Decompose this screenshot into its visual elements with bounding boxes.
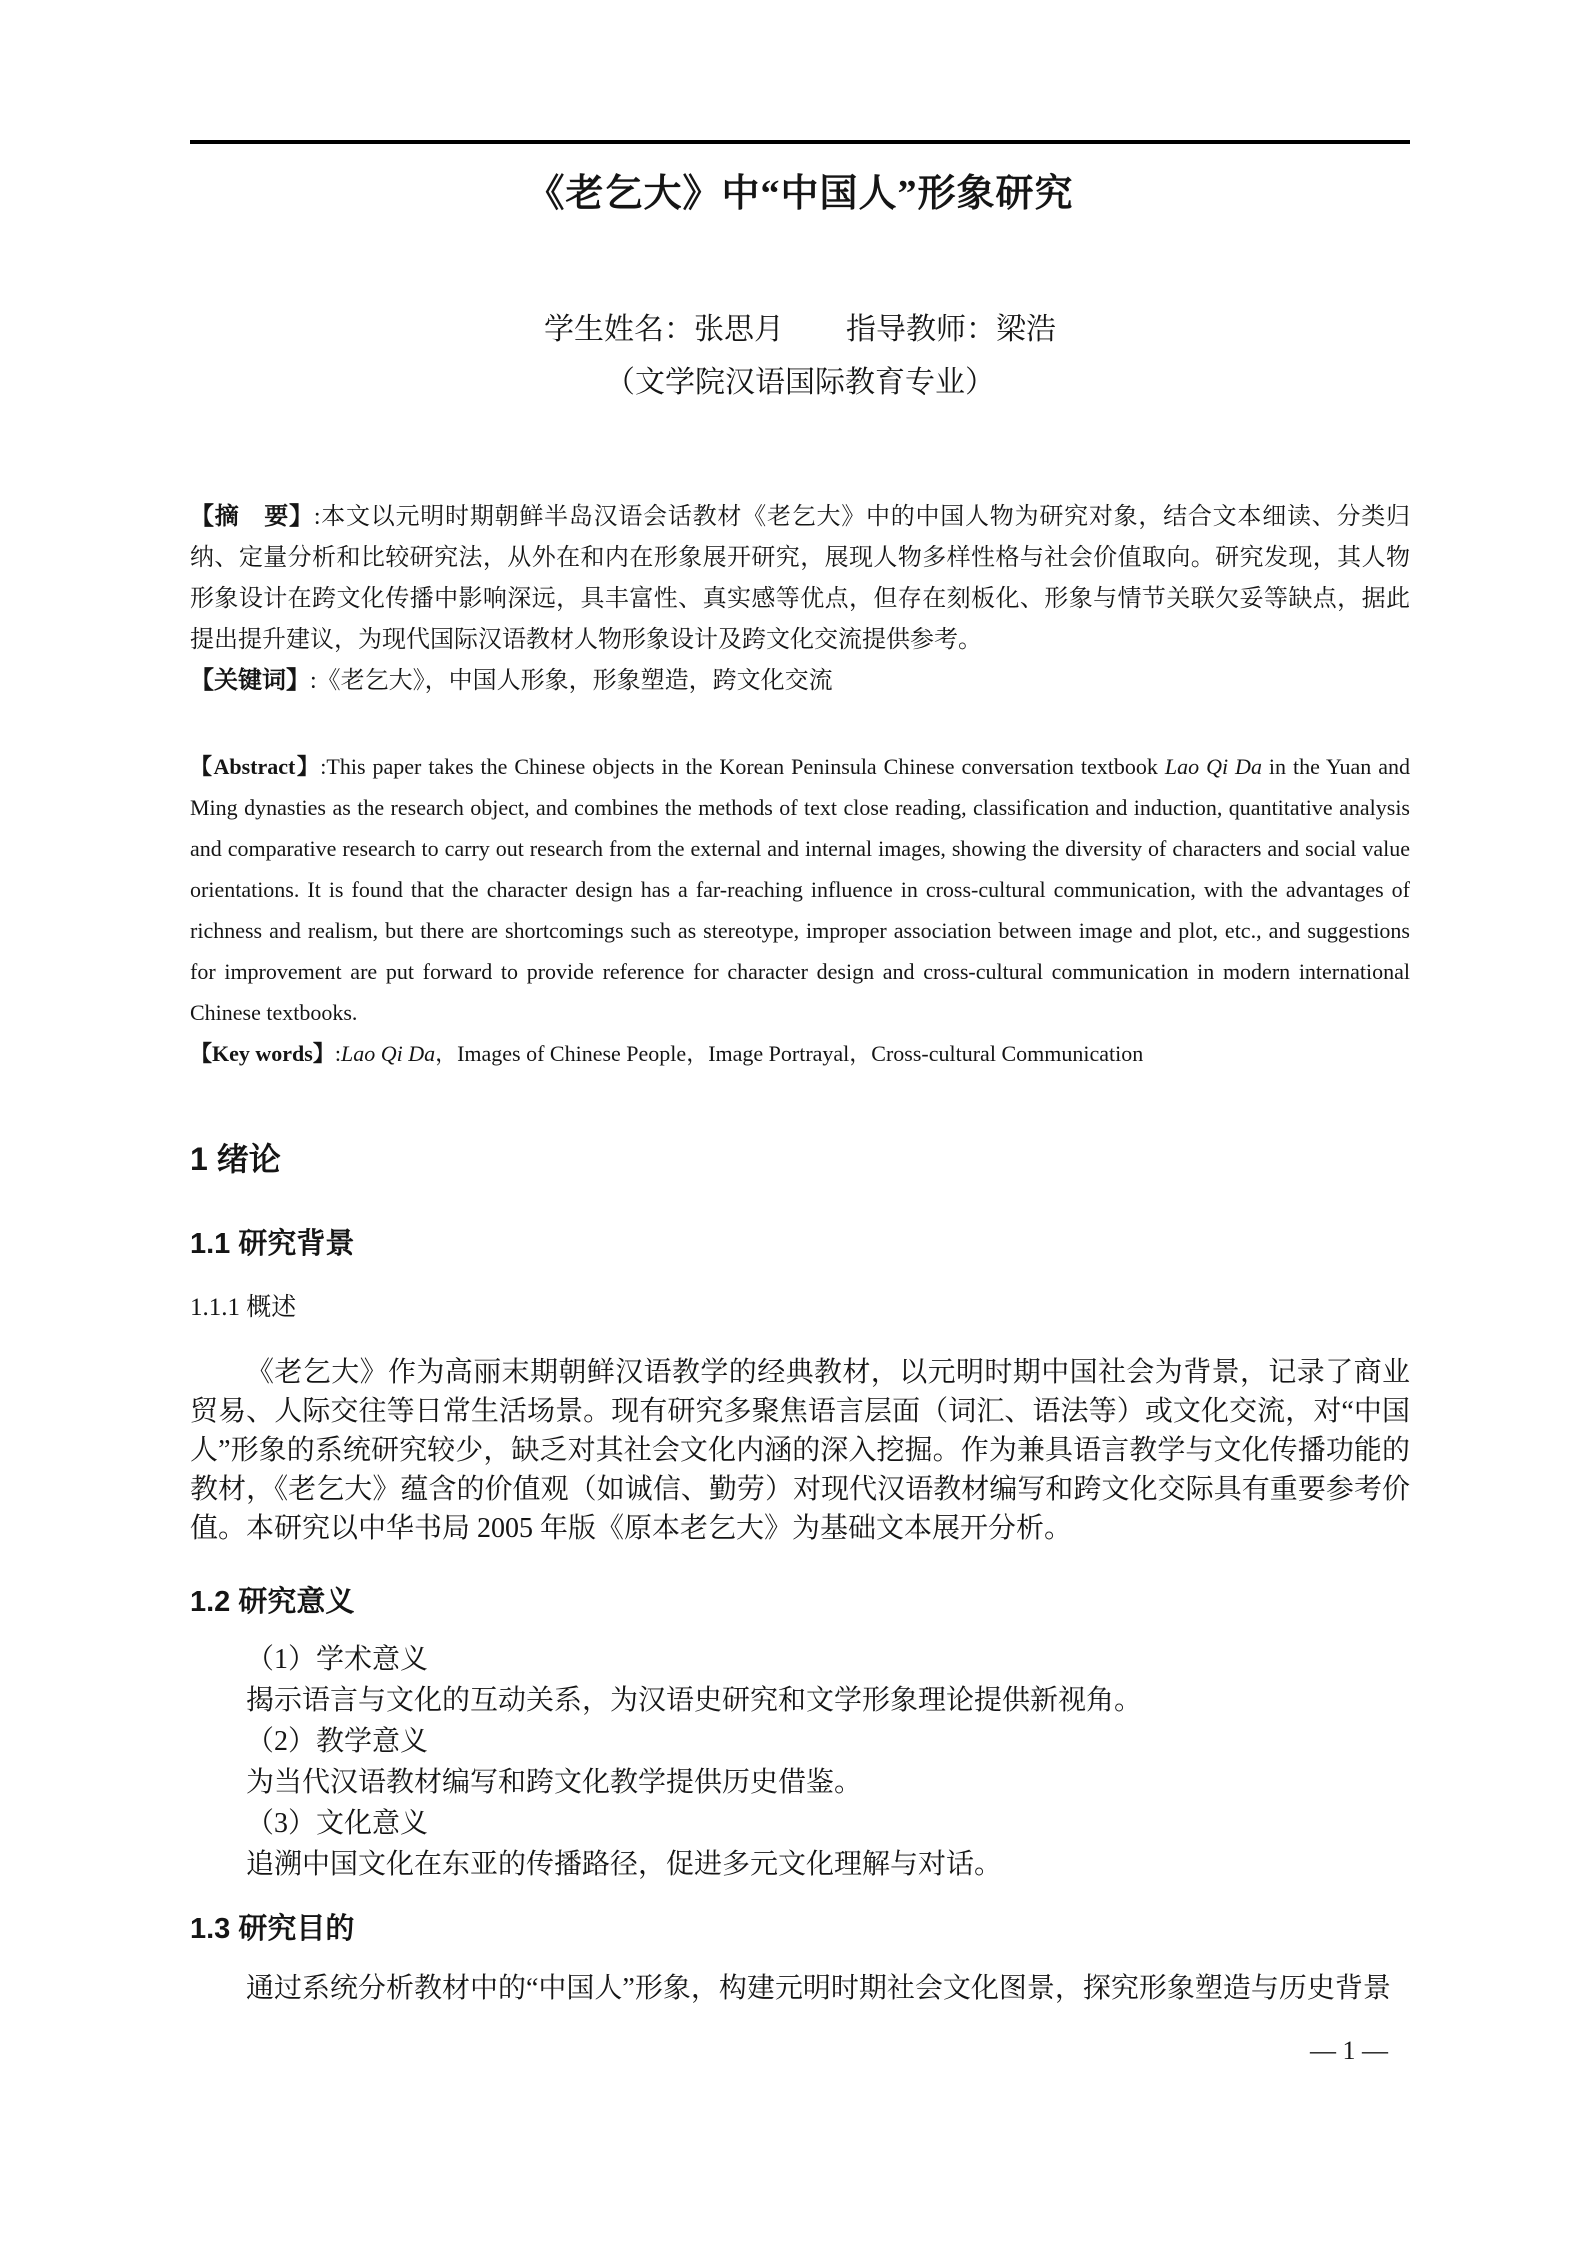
significance-list — [190, 1639, 1410, 1885]
abstract-en-intro: :This paper takes the Chinese objects in the Korean Peninsula Chinese conversation textbook — [320, 754, 1165, 779]
keywords-en-label: 【Key words】 — [190, 1041, 335, 1066]
page-title: 《老乞大》中“中国人”形象研究 — [526, 173, 1074, 215]
significance-item-2-heading: （2）教学意义 — [246, 1726, 429, 1757]
abstract-en-block — [190, 746, 1410, 1074]
student-name: 学生姓名：张思月 — [544, 313, 784, 346]
keywords-en-text: ，Images of Chinese People，Image Portrayal，Cross-cultural Communication — [435, 1041, 1144, 1066]
book-title-italic: Lao Qi Da — [1164, 754, 1262, 779]
keywords-cn-label: 【关键词】 — [190, 668, 310, 694]
page-number: — 1 — — [1310, 2036, 1388, 2065]
abstract-cn-text: :本文以元明时期朝鲜半岛汉语会话教材《老乞大》中的中国人物为研究对象，结合文本细读、分类归纳、定量分析和比较研究法，从外在和内在形象展开研究，展现人物多样性格与社会价值取向。研究发现，其人物形象设计在跨文化传播中影响深远，具丰富性、真实感等优点，但存在刻板化、形象与情节关联欠妥等缺点，据此提出提升建议，为现代国际汉语教材人物形象设计及跨文化交流提供参考。 — [190, 504, 1410, 653]
section-heading-introduction: 1 绪论 — [190, 1141, 281, 1177]
affiliation: （文学院汉语国际教育专业） — [605, 366, 995, 399]
byline — [190, 312, 1410, 348]
abstract-cn-paragraph — [190, 497, 1410, 661]
significance-item-1-heading: （1）学术意义 — [246, 1644, 429, 1675]
subsection-heading-research-purpose: 1.3 研究目的 — [190, 1913, 355, 1945]
significance-item-3-text: 追溯中国文化在东亚的传播路径，促进多元文化理解与对话。 — [246, 1849, 1003, 1880]
abstract-cn-label: 【摘 要】 — [190, 504, 314, 530]
subsection-heading-research-significance: 1.2 研究意义 — [190, 1586, 355, 1618]
abstract-en-paragraph — [190, 746, 1410, 1033]
significance-item-1-text: 揭示语言与文化的互动关系，为汉语史研究和文学形象理论提供新视角。 — [246, 1685, 1143, 1716]
paragraph-purpose: 通过系统分析教材中的“中国人”形象，构建元明时期社会文化图景，探究形象塑造与历史背景 — [246, 1973, 1391, 2004]
abstract-en-keywords — [190, 1033, 1410, 1074]
keywords-en-colon: : — [334, 1041, 341, 1066]
significance-item-3-heading: （3）文化意义 — [246, 1808, 429, 1839]
advisor-name: 指导教师：梁浩 — [846, 313, 1056, 346]
abstract-cn-block — [190, 497, 1410, 702]
keywords-cn-text: :《老乞大》，中国人形象，形象塑造，跨文化交流 — [310, 668, 833, 694]
header-rule — [190, 140, 1410, 144]
subsection-heading-research-background: 1.1 研究背景 — [190, 1228, 355, 1260]
abstract-en-body: in the Yuan and Ming dynasties as the research object, and combines the methods of text close reading, classification and induction, quantitative analysis and comparative research to carry out research from the external and internal images, showing the diversity of characters and social value orientations. It is found that the character design has a far-reaching influence in cross-cultural communication, with the advantages of richness and realism, but there are shortcomings such as stereotype, improper association between image and plot, etc., and suggestions for improvement are put forward to provide reference for character design and cross-cultural communication in modern international Chinese textbooks. — [190, 754, 1410, 1025]
abstract-cn-keywords — [190, 661, 1410, 702]
keywords-book-italic: Lao Qi Da — [340, 1041, 436, 1066]
paragraph-overview: 《老乞大》作为高丽末期朝鲜汉语教学的经典教材，以元明时期中国社会为背景，记录了商业贸易、人际交往等日常生活场景。现有研究多聚焦语言层面（词汇、语法等）或文化交流，对“中国人”形象的系统研究较少，缺乏对其社会文化内涵的深入挖掘。作为兼具语言教学与文化传播功能的教材，《老乞大》蕴含的价值观（如诚信、勤劳）对现代汉语教材编写和跨文化交际具有重要参考价值。本研究以中华书局 2005 年版《原本老乞大》为基础文本展开分析。 — [190, 1357, 1410, 1544]
significance-item-2-text: 为当代汉语教材编写和跨文化教学提供历史借鉴。 — [246, 1767, 863, 1798]
subsubsection-heading-overview: 1.1.1 概述 — [190, 1294, 297, 1321]
abstract-en-label: 【Abstract】 — [190, 754, 321, 779]
